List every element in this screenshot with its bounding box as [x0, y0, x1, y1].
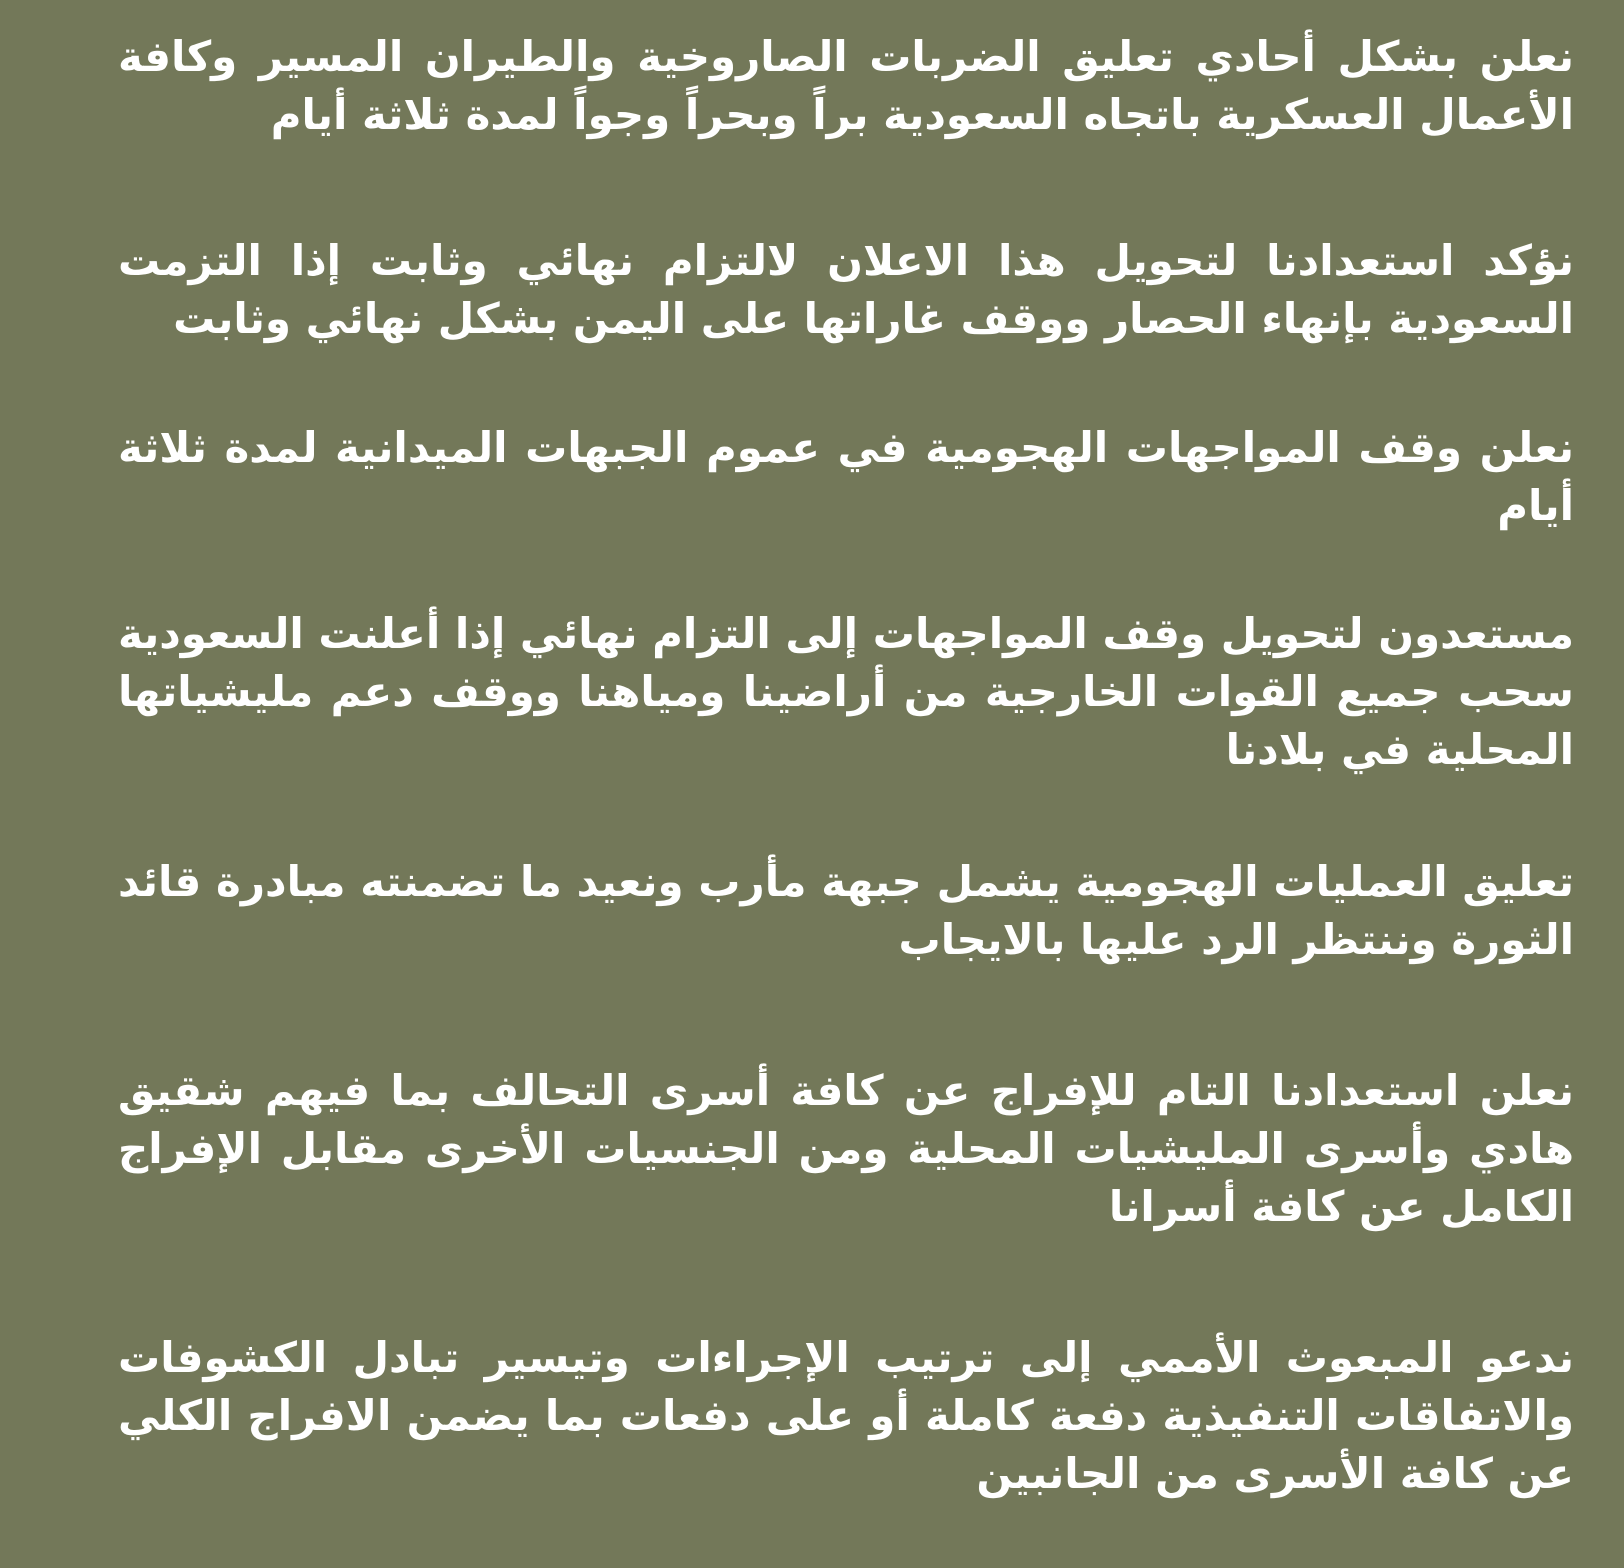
- statement-paragraph: نعلن استعدادنا التام للإفراج عن كافة أسرى التحالف بما فيهم شقيق هادي وأسرى المليشيات المحلية ومن الجنسيات الأخرى مقابل الإفراج الكامل عن كافة أسرانا: [118, 1066, 1574, 1231]
- statement-paragraph: نعلن بشكل أحادي تعليق الضربات الصاروخية والطيران المسير وكافة الأعمال العسكرية باتجاه السعودية براً وبحراً وجواً لمدة ثلاثة أيام: [118, 32, 1574, 139]
- statement-paragraph: مستعدون لتحويل وقف المواجهات إلى التزام نهائي إذا أعلنت السعودية سحب جميع القوات الخارجية من أراضينا ومياهنا ووقف دعم مليشياتها المحلية في بلادنا: [118, 609, 1574, 774]
- statement-list: [118, 28, 1574, 1503]
- statement-paragraph: ندعو المبعوث الأممي إلى ترتيب الإجراءات وتيسير تبادل الكشوفات والاتفاقات التنفيذية دفعة كاملة أو على دفعات بما يضمن الافراج الكلي عن كافة الأسرى من الجانبين: [118, 1333, 1574, 1498]
- statement-paragraph: نعلن وقف المواجهات الهجومية في عموم الجبهات الميدانية لمدة ثلاثة أيام: [118, 423, 1574, 530]
- statement-paragraph: نؤكد استعدادنا لتحويل هذا الاعلان لالتزام نهائي وثابت إذا التزمت السعودية بإنهاء الحصار ووقف غاراتها على اليمن بشكل نهائي وثابت: [118, 236, 1574, 343]
- statement-paragraph: تعليق العمليات الهجومية يشمل جبهة مأرب ونعيد ما تضمنته مبادرة قائد الثورة وننتظر الرد عليها بالايجاب: [118, 857, 1574, 964]
